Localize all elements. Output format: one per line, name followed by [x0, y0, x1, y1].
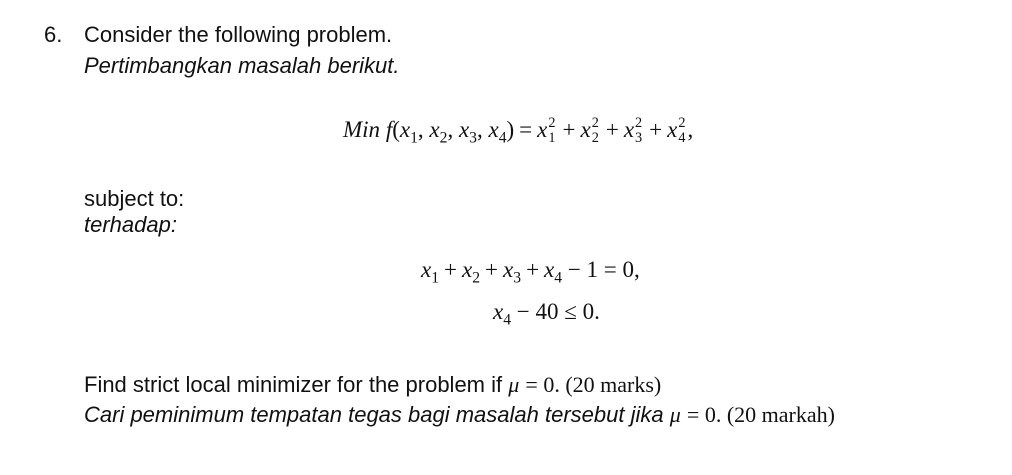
- subject-to-malay: terhadap:: [84, 212, 177, 237]
- mu-symbol: μ: [508, 372, 520, 397]
- task-english: Find strict local minimizer for the problem if μ = 0. (20 marks): [84, 372, 662, 397]
- objective-function: Min $f(x_1$, $x_2$, $x_3$, $x_4) = x$ 2 1 + x 2 2 + x 2 3 + x 2 4 ,: [343, 115, 694, 147]
- task-malay: Cari peminimum tempatan tegas bagi masalah tersebut jika μ = 0. (20 markah): [84, 402, 835, 427]
- constraint-equality: $x_1 + x_2 + x_3 + x_4 - 1 = 0$,: [421, 257, 640, 287]
- mu-symbol-malay: μ: [669, 402, 681, 427]
- constraint-inequality: $x_4 - 40 \le 0$.: [493, 299, 600, 329]
- min-label: Min: [343, 117, 381, 142]
- intro-malay: Pertimbangkan masalah berikut.: [84, 53, 400, 78]
- subject-to-english: subject to:: [84, 186, 185, 211]
- question-number: 6.: [44, 22, 63, 47]
- function-name: f: [385, 117, 393, 142]
- intro-english: Consider the following problem.: [84, 22, 393, 47]
